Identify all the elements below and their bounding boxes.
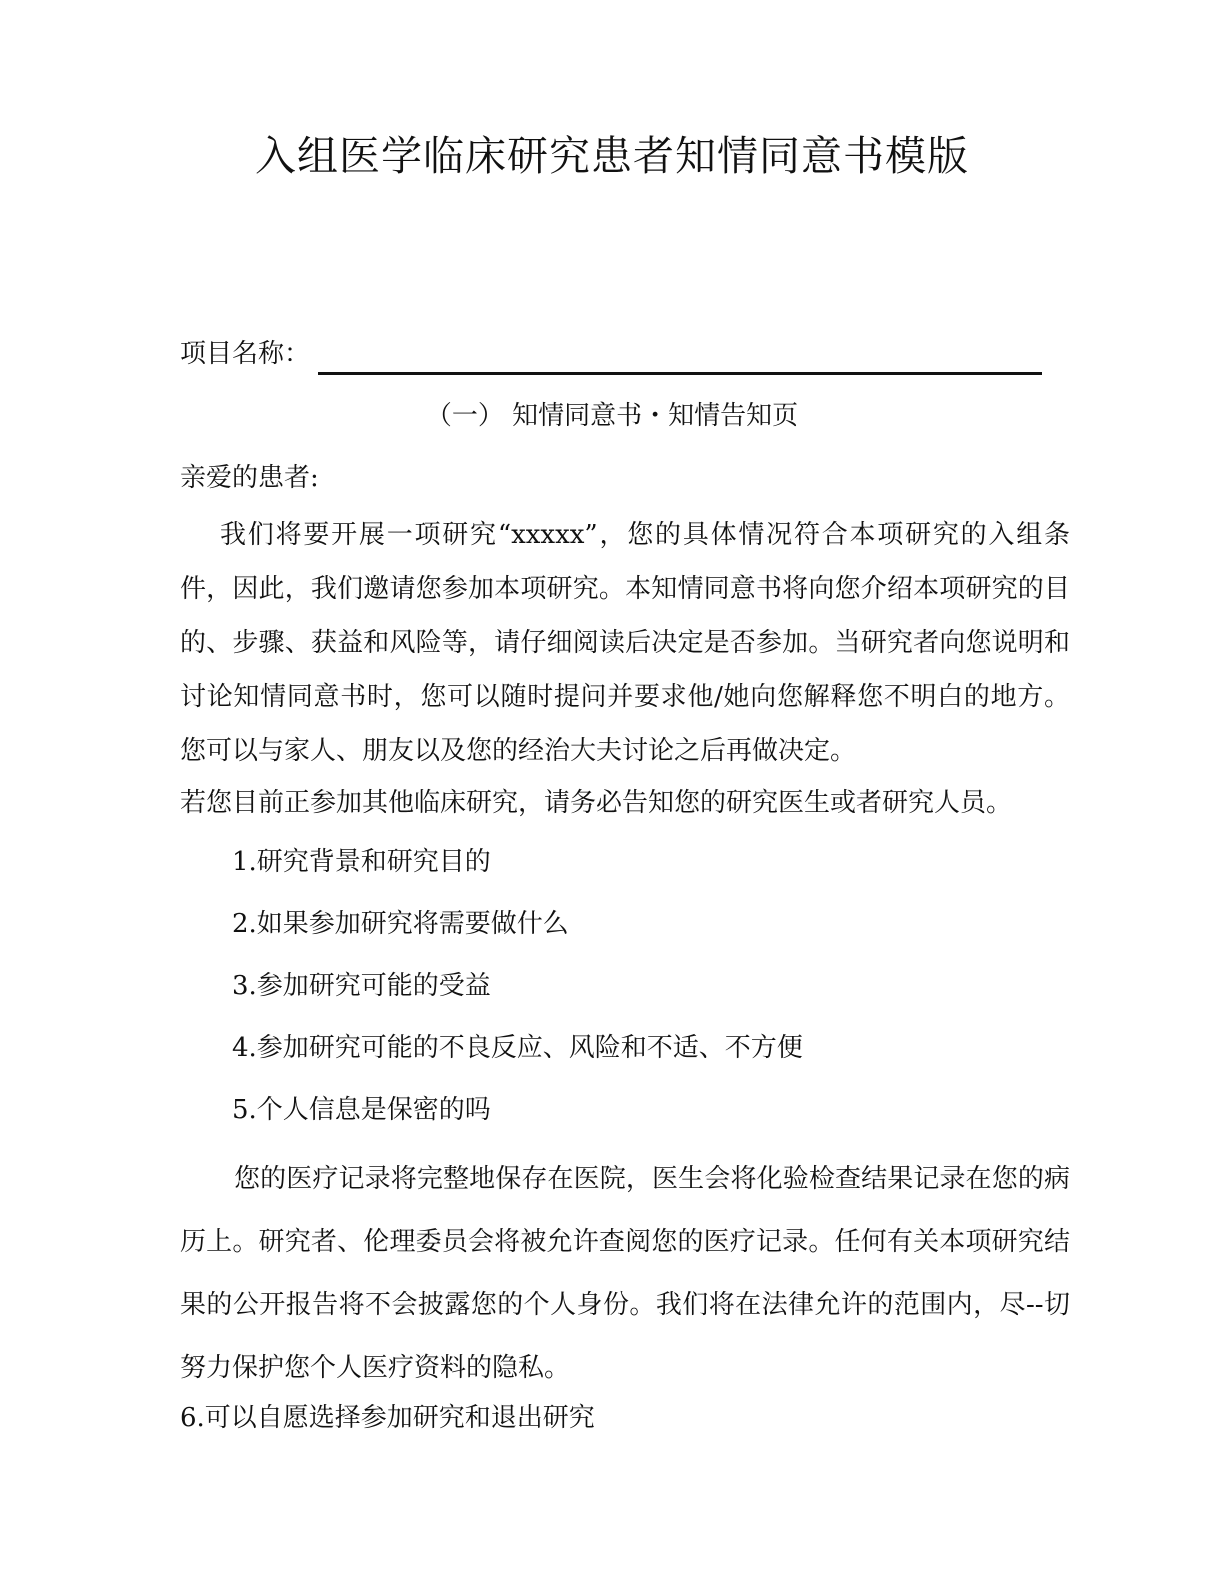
salutation: 亲爱的患者: (180, 463, 319, 493)
list-item: 1.研究背景和研究目的 (232, 847, 491, 877)
project-name-label: 项目名称： (180, 339, 311, 369)
list-item: 2.如果参加研究将需要做什么 (232, 909, 569, 939)
section-heading: （一） 知情同意书・知情告知页 (425, 401, 799, 431)
list-item: 3.参加研究可能的受益 (232, 971, 491, 1001)
section-list (232, 842, 803, 1152)
intro-tail-paragraph: 若您目前正参加其他临床研究，请务必告知您的研究医生或者研究人员。 (180, 788, 1013, 818)
intro-paragraph: 我们将要开展一项研究“xxxxx”，您的具体情况符合本项研究的入组条件，因此，我们邀请您参加本项研究。本知情同意书将向您介绍本项研究的目的、步骤、获益和风险等，请仔细阅读后决定是否参加。当研究者向您说明和讨论知情同意书时，您可以随时提问并要求他/她向您解释您不明白的地方。您可以与家人、朋友以及您的经治大夫讨论之后再做决定。 (180, 520, 1070, 766)
document-title: 入组医学临床研究患者知情同意书模版 (255, 132, 969, 180)
list-item: 4.参加研究可能的不良反应、风险和不适、不方便 (232, 1033, 803, 1063)
list-item-6: 6.可以自愿选择参加研究和退出研究 (180, 1403, 595, 1433)
list-item: 5.个人信息是保密的吗 (232, 1095, 491, 1125)
project-name-row (180, 334, 1050, 378)
project-name-fill-line (318, 372, 1042, 375)
privacy-paragraph: 您的医疗记录将完整地保存在医院，医生会将化验检查结果记录在您的病历上。研究者、伦理委员会将被允许查阅您的医疗记录。任何有关本项研究结果的公开报告将不会披露您的个人身份。我们将在法律允许的范围内，尽--切努力保护您个人医疗资料的隐私。 (180, 1164, 1070, 1383)
